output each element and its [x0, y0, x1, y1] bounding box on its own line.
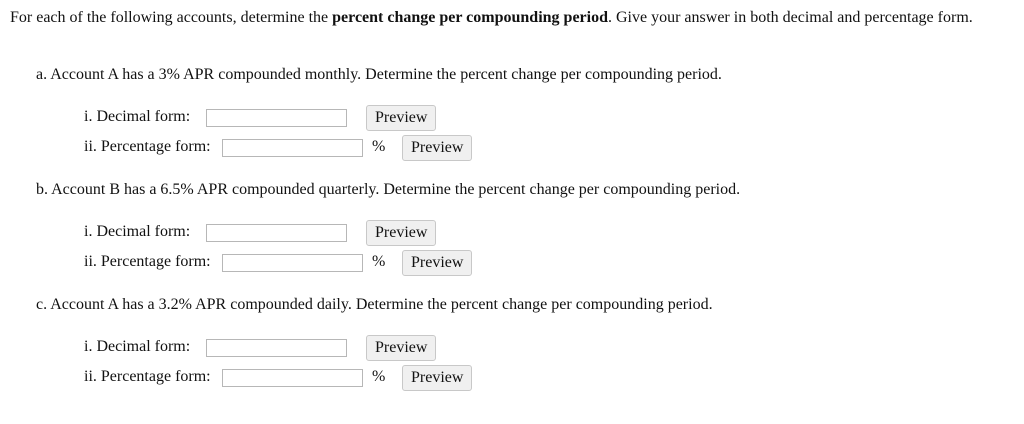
question-a-prompt: a. Account A has a 3% APR compounded monthly. Determine the percent change per compounding period.: [36, 66, 722, 83]
question-b-prompt: b. Account B has a 6.5% APR compounded quarterly. Determine the percent change per compounding period.: [36, 181, 741, 198]
question-c-percent-preview-button[interactable]: Preview: [402, 365, 472, 391]
question-c-decimal-input[interactable]: [206, 339, 347, 357]
question-b-percent-preview-button[interactable]: Preview: [402, 250, 472, 276]
percent-symbol: %: [372, 138, 386, 155]
percentage-form-label: ii. Percentage form:: [84, 253, 211, 270]
question-a-percent-input[interactable]: [222, 139, 363, 157]
percentage-form-label: ii. Percentage form:: [84, 138, 211, 155]
percentage-form-label: ii. Percentage form:: [84, 368, 211, 385]
decimal-form-label: i. Decimal form:: [84, 338, 191, 355]
instructions-text: For each of the following accounts, determine the: [10, 9, 333, 26]
question-a-decimal-input[interactable]: [206, 109, 347, 127]
percent-symbol: %: [372, 368, 386, 385]
decimal-form-label: i. Decimal form:: [84, 108, 191, 125]
question-b-decimal-input[interactable]: [206, 224, 347, 242]
question-b-decimal-preview-button[interactable]: Preview: [366, 220, 436, 246]
question-a-percent-preview-button[interactable]: Preview: [402, 135, 472, 161]
question-c-decimal-preview-button[interactable]: Preview: [366, 335, 436, 361]
instructions-bold-text: percent change per compounding period: [332, 9, 608, 26]
question-c-prompt: c. Account A has a 3.2% APR compounded daily. Determine the percent change per compounding period.: [36, 296, 713, 313]
question-a-decimal-preview-button[interactable]: Preview: [366, 105, 436, 131]
instructions: [10, 9, 1020, 27]
question-c-percent-input[interactable]: [222, 369, 363, 387]
question-b-percent-input[interactable]: [222, 254, 363, 272]
instructions-text-end: . Give your answer in both decimal and percentage form.: [608, 9, 973, 26]
decimal-form-label: i. Decimal form:: [84, 223, 191, 240]
percent-symbol: %: [372, 253, 386, 270]
